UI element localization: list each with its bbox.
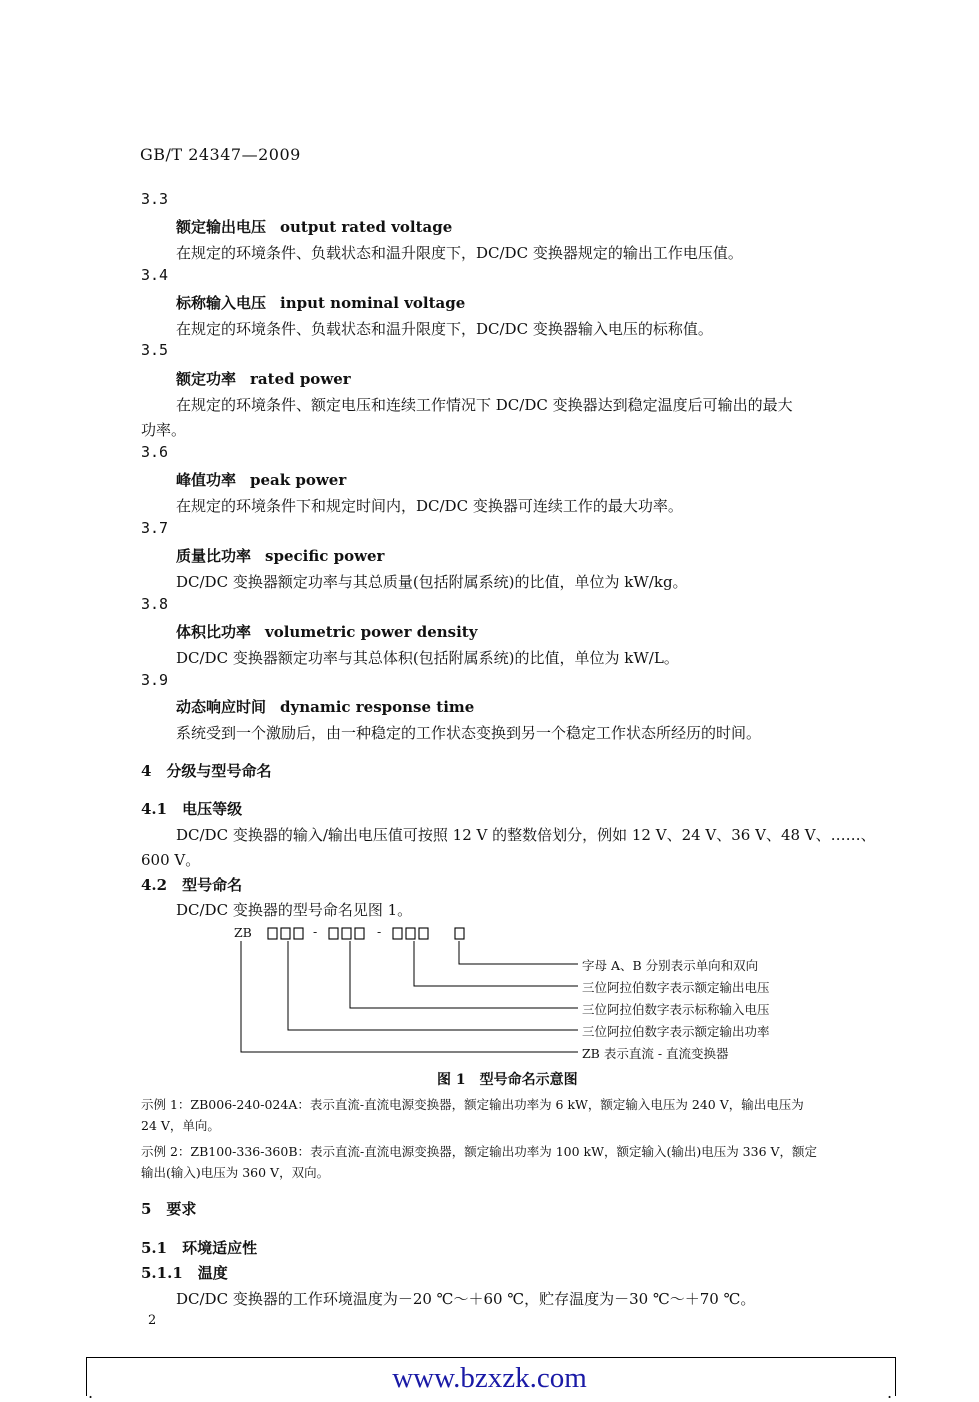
term-zh: 峰值功率 bbox=[176, 471, 237, 489]
clause-3-5-definition: 在规定的环境条件、额定电压和连续工作情况下 DC/DC 变换器达到稳定温度后可输出的最大 bbox=[176, 396, 793, 414]
diagram-boxes bbox=[268, 928, 464, 939]
leader-direction bbox=[459, 941, 578, 964]
output-box-1 bbox=[393, 928, 402, 939]
diagram-prefix: ZB bbox=[234, 925, 252, 940]
example-1-line-2: 24 V，单向。 bbox=[141, 1118, 220, 1133]
section-4-2-text: DC/DC 变换器的型号命名见图 1。 bbox=[176, 901, 413, 919]
term-zh: 质量比功率 bbox=[176, 547, 252, 565]
section-5-title: 5 要求 bbox=[141, 1200, 197, 1218]
example-2-line-1: 示例 2：ZB100-336-360B：表示直流-直流电源变换器，额定输出功率为 100 kW，额定输入(输出)电压为 336 V，额定 bbox=[141, 1144, 818, 1159]
section-4-title: 4 分级与型号命名 bbox=[141, 762, 272, 780]
term-zh: 体积比功率 bbox=[176, 623, 252, 641]
term-zh: 标称输入电压 bbox=[176, 294, 267, 312]
leader-input-voltage bbox=[350, 941, 578, 1008]
section-5-1-1-text: DC/DC 变换器的工作环境温度为－20 ℃～＋60 ℃，贮存温度为－30 ℃～＋70 ℃。 bbox=[176, 1290, 756, 1308]
section-5-1-1-title: 5.1.1 温度 bbox=[141, 1264, 228, 1282]
term-zh: 额定功率 bbox=[176, 370, 237, 388]
footer-dot-left: . bbox=[88, 1383, 94, 1402]
output-box-2 bbox=[406, 928, 415, 939]
example-2-line-2: 输出(输入)电压为 360 V，双向。 bbox=[141, 1165, 330, 1180]
section-4-1-text-cont: 600 V。 bbox=[141, 851, 201, 869]
term-en: input nominal voltage bbox=[280, 294, 466, 312]
power-box-2 bbox=[281, 928, 290, 939]
direction-box bbox=[455, 928, 464, 939]
clause-3-8-definition: DC/DC 变换器额定功率与其总体积(包括附属系统)的比值，单位为 kW/L。 bbox=[176, 649, 679, 667]
diagram-dash-2: - bbox=[377, 924, 382, 939]
section-4-1-title: 4.1 电压等级 bbox=[141, 800, 243, 818]
clause-3-9-number: 3.9 bbox=[141, 671, 169, 689]
leader-zb bbox=[241, 941, 578, 1052]
power-box-1 bbox=[268, 928, 277, 939]
diagram-dash-1: - bbox=[313, 924, 318, 939]
clause-3-4-definition: 在规定的环境条件、负载状态和温升限度下，DC/DC 变换器输入电压的标称值。 bbox=[176, 320, 713, 338]
section-4-1-text: DC/DC 变换器的输入/输出电压值可按照 12 V 的整数倍划分，例如 12 V、24 V、36 V、48 V、……、 bbox=[176, 826, 876, 844]
input-box-3 bbox=[355, 928, 364, 939]
diagram-label-direction: 字母 A、B 分别表示单向和双向 bbox=[582, 958, 759, 973]
term-en: rated power bbox=[250, 370, 351, 388]
clause-3-3-definition: 在规定的环境条件、负载状态和温升限度下，DC/DC 变换器规定的输出工作电压值。 bbox=[176, 244, 743, 262]
term-en: peak power bbox=[250, 471, 347, 489]
clause-3-9-definition: 系统受到一个激励后，由一种稳定的工作状态变换到另一个稳定工作状态所经历的时间。 bbox=[176, 724, 762, 742]
clause-3-7-number: 3.7 bbox=[141, 519, 169, 537]
clause-3-6-number: 3.6 bbox=[141, 443, 169, 461]
clause-3-7-definition: DC/DC 变换器额定功率与其总质量(包括附属系统)的比值，单位为 kW/kg。 bbox=[176, 573, 688, 591]
standard-number: GB/T 24347—2009 bbox=[140, 145, 301, 164]
input-box-2 bbox=[342, 928, 351, 939]
footer-url-link[interactable]: www.bzxzk.com bbox=[392, 1362, 587, 1394]
term-en: volumetric power density bbox=[265, 623, 478, 641]
term-en: dynamic response time bbox=[280, 698, 475, 716]
term-zh: 额定输出电压 bbox=[176, 218, 267, 236]
clause-3-3-number: 3.3 bbox=[141, 190, 169, 208]
output-box-3 bbox=[419, 928, 428, 939]
power-box-3 bbox=[294, 928, 303, 939]
example-1-line-1: 示例 1：ZB006-240-024A：表示直流-直流电源变换器，额定输出功率为 6 kW，额定输入电压为 240 V，输出电压为 bbox=[141, 1097, 804, 1112]
diagram-label-zb: ZB 表示直流 - 直流变换器 bbox=[582, 1046, 729, 1061]
section-5-1-title: 5.1 环境适应性 bbox=[141, 1239, 258, 1257]
clause-3-8-number: 3.8 bbox=[141, 595, 169, 613]
term-zh: 动态响应时间 bbox=[176, 698, 267, 716]
footer-dot-right: . bbox=[887, 1383, 893, 1402]
figure-1-caption: 图 1 型号命名示意图 bbox=[437, 1072, 578, 1088]
page-number: 2 bbox=[148, 1313, 157, 1328]
clause-3-6-definition: 在规定的环境条件下和规定时间内，DC/DC 变换器可连续工作的最大功率。 bbox=[176, 497, 683, 515]
diagram-leader-lines bbox=[241, 941, 578, 1052]
clause-3-4-number: 3.4 bbox=[141, 266, 169, 284]
term-en: specific power bbox=[265, 547, 385, 565]
diagram-label-output-voltage: 三位阿拉伯数字表示额定输出电压 bbox=[582, 980, 770, 995]
section-4-2-title: 4.2 型号命名 bbox=[141, 876, 243, 894]
term-en: output rated voltage bbox=[280, 218, 453, 236]
input-box-1 bbox=[329, 928, 338, 939]
clause-3-5-definition-cont: 功率。 bbox=[141, 421, 187, 439]
diagram-label-power: 三位阿拉伯数字表示额定输出功率 bbox=[582, 1024, 770, 1039]
clause-3-5-number: 3.5 bbox=[141, 341, 169, 359]
diagram-label-input-voltage: 三位阿拉伯数字表示标称输入电压 bbox=[582, 1002, 770, 1017]
